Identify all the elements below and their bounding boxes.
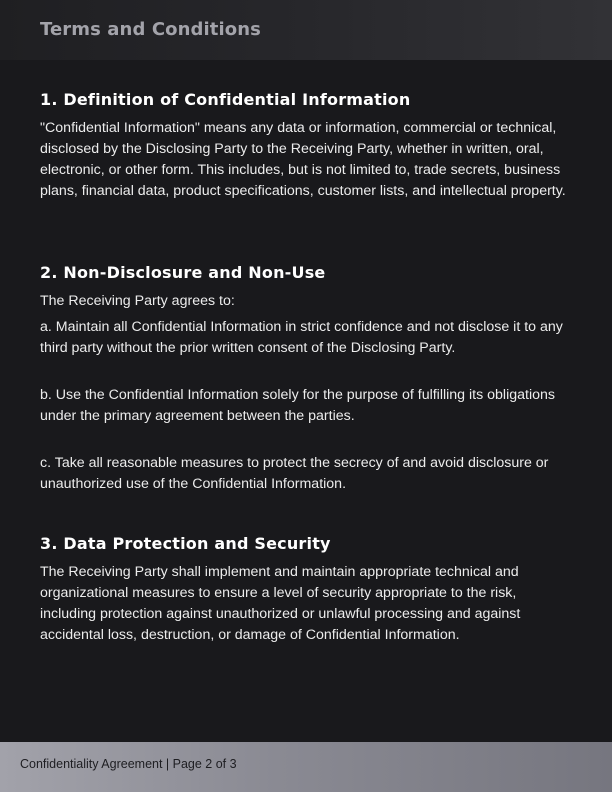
section-non-disclosure: [40, 261, 570, 495]
section-definition: [40, 88, 570, 202]
list-item: b. Use the Confidential Information solely for the purpose of fulfilling its obligations under the primary agreement between the parties.: [40, 387, 555, 424]
page-footer: [0, 742, 612, 792]
section-paragraph: "Confidential Information" means any data or information, commercial or technical, disclosed by the Disclosing Party to the Receiving Party, whether in written, oral, electronic, or other form. This includes, but is not limited to, trade secrets, business plans, financial data, product specifications, customer lists, and intellectual property.: [40, 120, 566, 199]
section-heading: 3. Data Protection and Security: [40, 534, 331, 553]
list-item: a. Maintain all Confidential Information in strict confidence and not disclose it to any third party without the prior written consent of the Disclosing Party.: [40, 319, 563, 356]
page-header: [0, 0, 612, 60]
footer-page-info: Confidentiality Agreement | Page 2 of 3: [20, 757, 237, 771]
section-heading: 2. Non-Disclosure and Non-Use: [40, 263, 326, 282]
section-paragraph: The Receiving Party shall implement and maintain appropriate technical and organizational measures to ensure a level of security appropriate to the risk, including protection against unauthorized or unlawful processing and against accidental loss, destruction, or damage of Confidential Information.: [40, 564, 521, 643]
section-heading: 1. Definition of Confidential Information: [40, 90, 411, 109]
section-data-protection: [40, 532, 570, 646]
section-intro: The Receiving Party agrees to:: [40, 293, 235, 309]
page-title: Terms and Conditions: [40, 19, 261, 40]
list-item: c. Take all reasonable measures to protect the secrecy of and avoid disclosure or unauthorized use of the Confidential Information.: [40, 455, 549, 492]
